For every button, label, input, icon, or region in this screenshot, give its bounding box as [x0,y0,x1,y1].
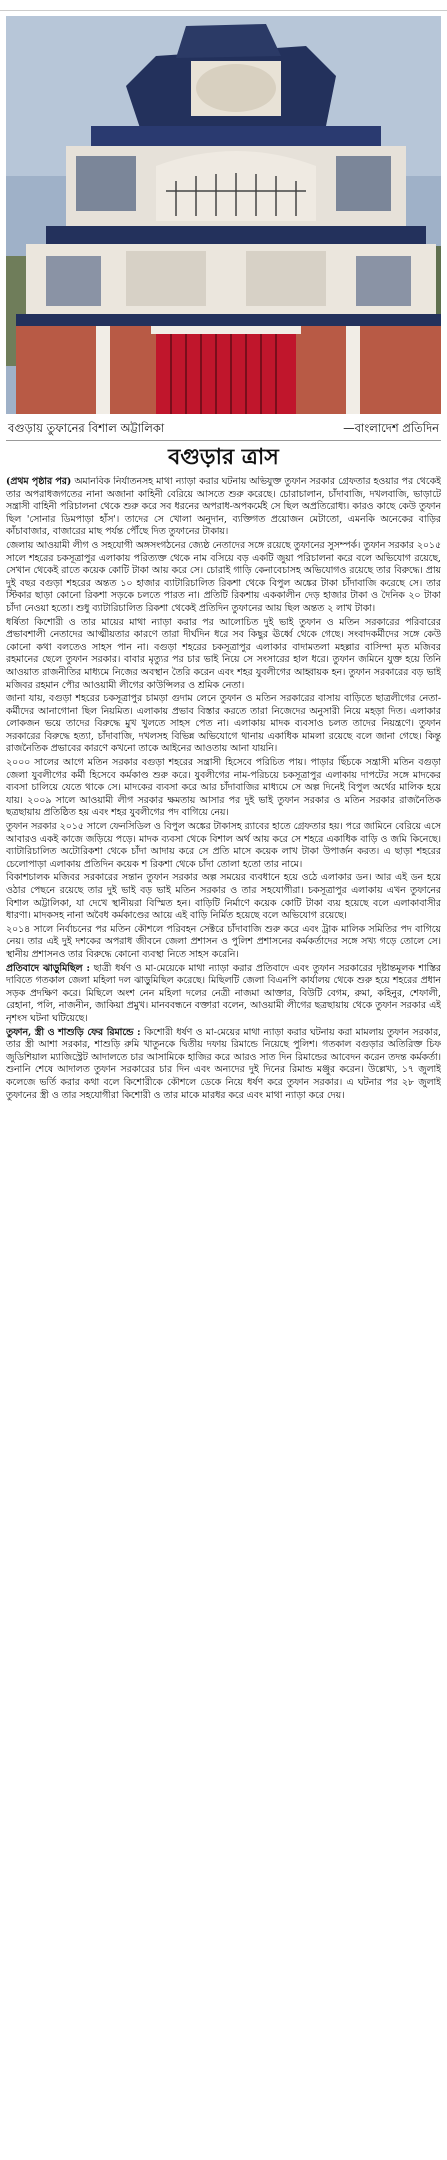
article-paragraph: জানা যায়, বগুড়া শহরের চকসূত্রাপুর চামড়া গুদাম লেনে তুফান ও মতিন সরকারের বাসায় বাড়িতে ছাত্রলীগের নেতা-কর্মীদের আনাগোনা ছিল নিয়মিত। এলাকায় প্রভাব বিস্তার করতে তারা নিজেদের অনুসারী নিয়ে মহড়া দিত। এলাকার লোকজন ভয়ে তাদের বিরুদ্ধে মুখ খুলতে সাহস পেত না। এলাকায় মাদক ব্যবসাও চলত তাদের নিয়ন্ত্রণে। তুফান সরকারের বিরুদ্ধে হত্যা, চাঁদাবাজি, দখলসহ বিভিন্ন অভিযোগে থানায় একাধিক মামলা রয়েছে বলে জানা গেছে। কিন্তু রাজনৈতিক প্রভাবের কারণে কখনো তাকে আইনের আওতায় আনা যায়নি। [6,693,441,755]
subsection-text: কিশোরী ধর্ষণ ও মা-মেয়ের মাথা ন্যাড়া করার ঘটনায় করা মামলায় তুফান সরকার, তার স্ত্রী আশা সরকার, শাশুড়ি রুমি খাতুনকে দ্বিতীয় দফায় রিমান্ডে নিয়েছে পুলিশ। গতকাল বগুড়ার অতিরিক্ত চিফ জুডিশিয়াল ম্যাজিস্ট্রেট আদালতে চার আসামিকে হাজির করে আরও সাত দিন রিমান্ডের আবেদন করেন তদন্ত কর্মকর্তা। শুনানি শেষে আদালত তুফান সরকারের চার দিন এবং অন্যদের দুই দিনের রিমান্ড মঞ্জুর করেন। উল্লেখ্য, ১৭ জুলাই কলেজে ভর্তি করার কথা বলে কিশোরীকে কৌশলে ডেকে নিয়ে ধর্ষণ করে তুফান সরকার। এ ঘটনার পর ২৮ জুলাই তুফানের স্ত্রী ও তার সহযোগীরা কিশোরী ও তার মাকে মারধর করে এবং মাথা ন্যাড়া করে দেয়। [6,1026,441,1101]
paragraph-text: অমানবিক নির্যাতনসহ মাথা ন্যাড়া করার ঘটনায় অভিযুক্ত তুফান সরকার গ্রেফতার হওয়ার পর থেকেই তার অপরাধজগতের নানা অজানা কাহিনী বেরিয়ে আসতে শুরু করেছে। চোরাচালান, চাঁদাবাজি, দখলবাজি, ভাড়াটে সন্ত্রাসী বাহিনী পরিচালনা থেকে শুরু করে সব ধরনের অপরাধ-অপকর্মেই সে ছিল অপ্রতিরোধ্য। কারও কাছে কেউ তুফান ছিল 'সোনার ডিমপাড়া হাঁস'। তাদের সে খোলা অনুদান, ব্যক্তিগত প্রয়োজন মেটাতো, এমনকি অনেকের বাড়ির কাঁচাবাজার, বাজারের মাছ পর্যন্ত পৌঁছে দিত তুফানের টাকায়। [6,476,441,538]
article-paragraph [6,476,441,539]
article-paragraph: তুফান সরকার ২০১৫ সালে ফেনসিডিল ও বিপুল অঙ্কের টাকাসহ র‌্যাবের হাতে গ্রেফতার হয়। পরে জামিনে বেরিয়ে এসে আবারও একই কাজে জড়িয়ে পড়ে। মাদক ব্যবসা থেকে বিশাল অর্থ আয় করে সে শহরে একাধিক বাড়ি ও জমি কিনেছে। ব্যাটারিচালিত অটোরিকশা থেকে চাঁদা আদায় করে সে প্রতি মাসে কয়েক লাখ টাকা উপার্জন করত। এ ছাড়া শহরের চেলোপাড়া এলাকায় প্রতিদিন কয়েক শ রিকশা থেকে চাঁদা তোলা হতো তার নামে। [6,821,441,870]
article-paragraph: ২০১৪ সালে নির্বাচনের পর মতিন কৌশলে পরিবহন সেক্টরে চাঁদাবাজি শুরু করে এবং ট্রাক মালিক সমিতির পদ বাগিয়ে নেয়। তার এই দুই দশকের অপরাধ জীবনে জেলা প্রশাসন ও পুলিশ প্রশাসনের কর্মকর্তাদের সঙ্গে সখ্য গড়ে তোলে সে। স্থানীয় প্রশাসনও তার বিরুদ্ধে কোনো ব্যবস্থা নিতে সাহস করেনি। [6,923,441,960]
article-body [6,476,441,2156]
building-image [6,16,441,414]
subsection-remand [6,1027,441,1103]
photo-caption [6,416,441,441]
subhead-protest: প্রতিবাদে ঝাড়ুমিছিল : [6,962,90,974]
caption-text: বগুড়ায় তুফানের বিশাল অট্টালিকা [8,421,165,435]
caption-credit: —বাংলাদেশ প্রতিদিন [343,421,439,435]
top-rule [0,0,447,11]
building-photo [6,16,441,414]
article-paragraph: ধর্ষিতা কিশোরী ও তার মায়ের মাথা ন্যাড়া করার পর আলোচিত দুই ভাই তুফান ও মতিন সরকারের পরিবারের প্রভাবশালী নেতাদের আত্মীয়তার কারণে তারা দীর্ঘদিন ধরে সব কিছুর ঊর্ধ্বে থেকে গেছে। সংবাদকর্মীদের সঙ্গে কেউ কোনো কথা বলতেও সাহস পান না। বগুড়া শহরের চকসূত্রাপুর এলাকার বাদামতলা মহল্লার বাসিন্দা মৃত মজিবর রহমানের ছেলে তুফান সরকার। বাবার মৃত্যুর পর চার ভাই নিয়ে সে সংসারের হাল ধরে। তুফান জমিনে যুক্ত হয়ে তিনি আওয়াত রাজনীতির মাধ্যমে নিজের অবস্থান তৈরি করেন এবং শহর যুবলীগের আহ্বায়ক হন। তুফান সরকারের বড় ভাই মজিবর রহমান পৌর আওয়ামী লীগের কাউন্সিলর ও শ্রমিক নেতা। [6,616,441,691]
lead-tag: (প্রথম পৃষ্ঠার পর) [6,476,72,487]
article-paragraph: জেলায় আওয়ামী লীগ ও সহযোগী অঙ্গসংগঠনের জ্যেষ্ঠ নেতাদের সঙ্গে রয়েছে তুফানের সুসম্পর্ক। তুফান সরকার ২০১৫ সালে শহরের চকসূত্রাপুর এলাকায় পরিত্যক্ত থেকে নাম বসিয়ে বড় একটি জুয়া পরিচালনা করে বলে অভিযোগ রয়েছে, সেখান থেকেই রাতে কয়েক কোটি টাকা আয় করে সে। চোরাই গাড়ি কেনাবেচাসহ অভিযোগও রয়েছে তার বিরুদ্ধে। প্রায় দুই বছর বগুড়া শহরের অন্তত ১০ হাজার ব্যাটারিচালিত রিকশা থেকে বিপুল অঙ্কের টাকা চাঁদাবাজি করেছে সে। তার স্টিকার ছাড়া কোনো রিকশা সড়কে চলতে পারত না। প্রতিটি রিকশায় এককালীন দেড় হাজার টাকা ও দৈনিক ২০ টাকা চাঁদা নেওয়া হতো। শুধু ব্যাটারিচালিত রিকশা থেকেই প্রতিদিন তুফানের আয় ছিল অন্তত ২ লাখ টাকা। [6,539,441,614]
subhead-remand: তুফান, স্ত্রী ও শাশুড়ি ফের রিমান্ডে : [6,1026,141,1038]
article-paragraph: ২০০০ সালের আগে মতিন সরকার বগুড়া শহরের সন্ত্রাসী হিসেবে পরিচিত পায়। পাড়ার ছিঁচকে সন্ত্রাসী মতিন বগুড়া জেলা যুবলীগের কর্মী হিসেবে কর্মকাণ্ড শুরু করে। যুবলীগের নাম-পরিচয়ে চকসূত্রাপুর এলাকায় দাপটের সঙ্গে মাদকের ব্যবসা চালিয়ে যেতে থাকে সে। মাদকের ব্যবসা করে আর চাঁদাবাজির মাধ্যমে সে অল্প দিনেই বিপুল অর্থের মালিক হয়ে যায়। ২০০৯ সালে আওয়ামী লীগ সরকার ক্ষমতায় আসার পর দুই ভাই তুফান সরকার ও মতিন সরকার রাজনৈতিক ছত্রছায়ায় প্রতিষ্ঠিত হয় এবং শহর যুবলীগের পদ বাগিয়ে নেয়। [6,757,441,819]
article-paragraph: বিকাশচালক মজিবর সরকারের সন্তান তুফান সরকার অল্প সময়ের ব্যবধানে হয়ে ওঠে এলাকার ডন। আর এই ডন হয়ে ওঠার পেছনে রয়েছে তার দুই ভাই বড় ভাই মতিন সরকার ও তার সহযোগীরা। চকসূত্রাপুর এলাকায় এখন তুফানের বিশাল অট্টালিকা, যা দেখে স্থানীয়রা বিস্মিত হন। বাড়িটি নির্মাণে কয়েক কোটি টাকা ব্যয় হয়েছে বলে এলাকাবাসীর ধারণা। মাদকসহ নানা অবৈধ কর্মকাণ্ডের আয়ে এই বাড়ি নির্মিত হয়েছে বলে অভিযোগ রয়েছে। [6,872,441,922]
subsection-text: ছাত্রী ধর্ষণ ও মা-মেয়েকে মাথা ন্যাড়া করার প্রতিবাদে এবং তুফান সরকারের দৃষ্টান্তমূলক শাস্তির দাবিতে গতকাল জেলা মহিলা দল ঝাড়ুমিছিল করেছে। মিছিলটি জেলা বিএনপি কার্যালয় থেকে শুরু হয়ে শহরের প্রধান সড়ক প্রদক্ষিণ করে। মিছিলে অংশ নেন মহিলা দলের নেত্রী নাজমা আক্তার, বিউটি বেগম, রুমা, কহিনুর, শেফালী, রেহানা, পলি, নাজনীন, জাকিয়া প্রমুখ। মানববন্ধনে বক্তারা বলেন, আওয়ামী লীগের ছত্রছায়ায় থেকে তুফান সরকার এই নৃশংস ঘটনা ঘটিয়েছে। [6,962,441,1024]
subsection-protest [6,963,441,1026]
article-headline: বগুড়ার ত্রাস [168,444,279,470]
